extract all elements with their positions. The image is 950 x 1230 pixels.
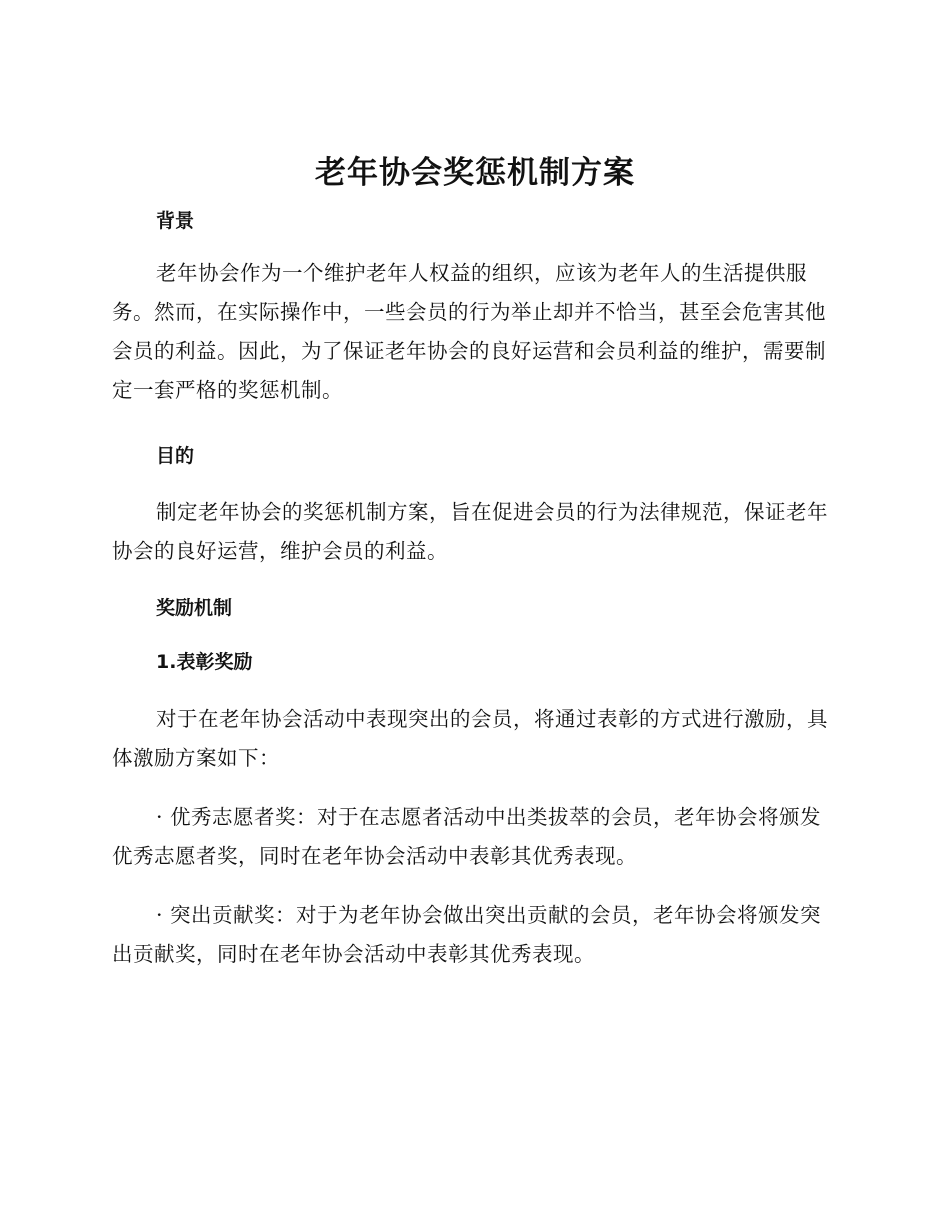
- section-heading-purpose: 目的: [156, 445, 195, 467]
- section-heading-reward-mechanism: 奖励机制: [156, 597, 233, 619]
- bullet-item-volunteer-award: · 优秀志愿者奖：对于在志愿者活动中出类拔萃的会员，老年协会将颁发优秀志愿者奖，同时在老年协会活动中表彰其优秀表现。: [112, 805, 822, 868]
- paragraph-background: 老年协会作为一个维护老年人权益的组织，应该为老年人的生活提供服务。然而，在实际操作中，一些会员的行为举止却并不恰当，甚至会危害其他会员的利益。因此，为了保证老年协会的良好运营和会员利益的维护，需要制定一套严格的奖惩机制。: [112, 261, 826, 402]
- section-heading-background: 背景: [156, 210, 195, 232]
- paragraph-commendation: 对于在老年协会活动中表现突出的会员，将通过表彰的方式进行激励，具体激励方案如下：: [112, 707, 828, 770]
- subsection-heading-commendation: 1.表彰奖励: [156, 651, 253, 673]
- document-title: 老年协会奖惩机制方案: [315, 155, 635, 191]
- paragraph-purpose: 制定老年协会的奖惩机制方案，旨在促进会员的行为法律规范，保证老年协会的良好运营，维护会员的利益。: [112, 500, 828, 563]
- bullet-item-contribution-award: · 突出贡献奖：对于为老年协会做出突出贡献的会员，老年协会将颁发突出贡献奖，同时在老年协会活动中表彰其优秀表现。: [112, 903, 822, 966]
